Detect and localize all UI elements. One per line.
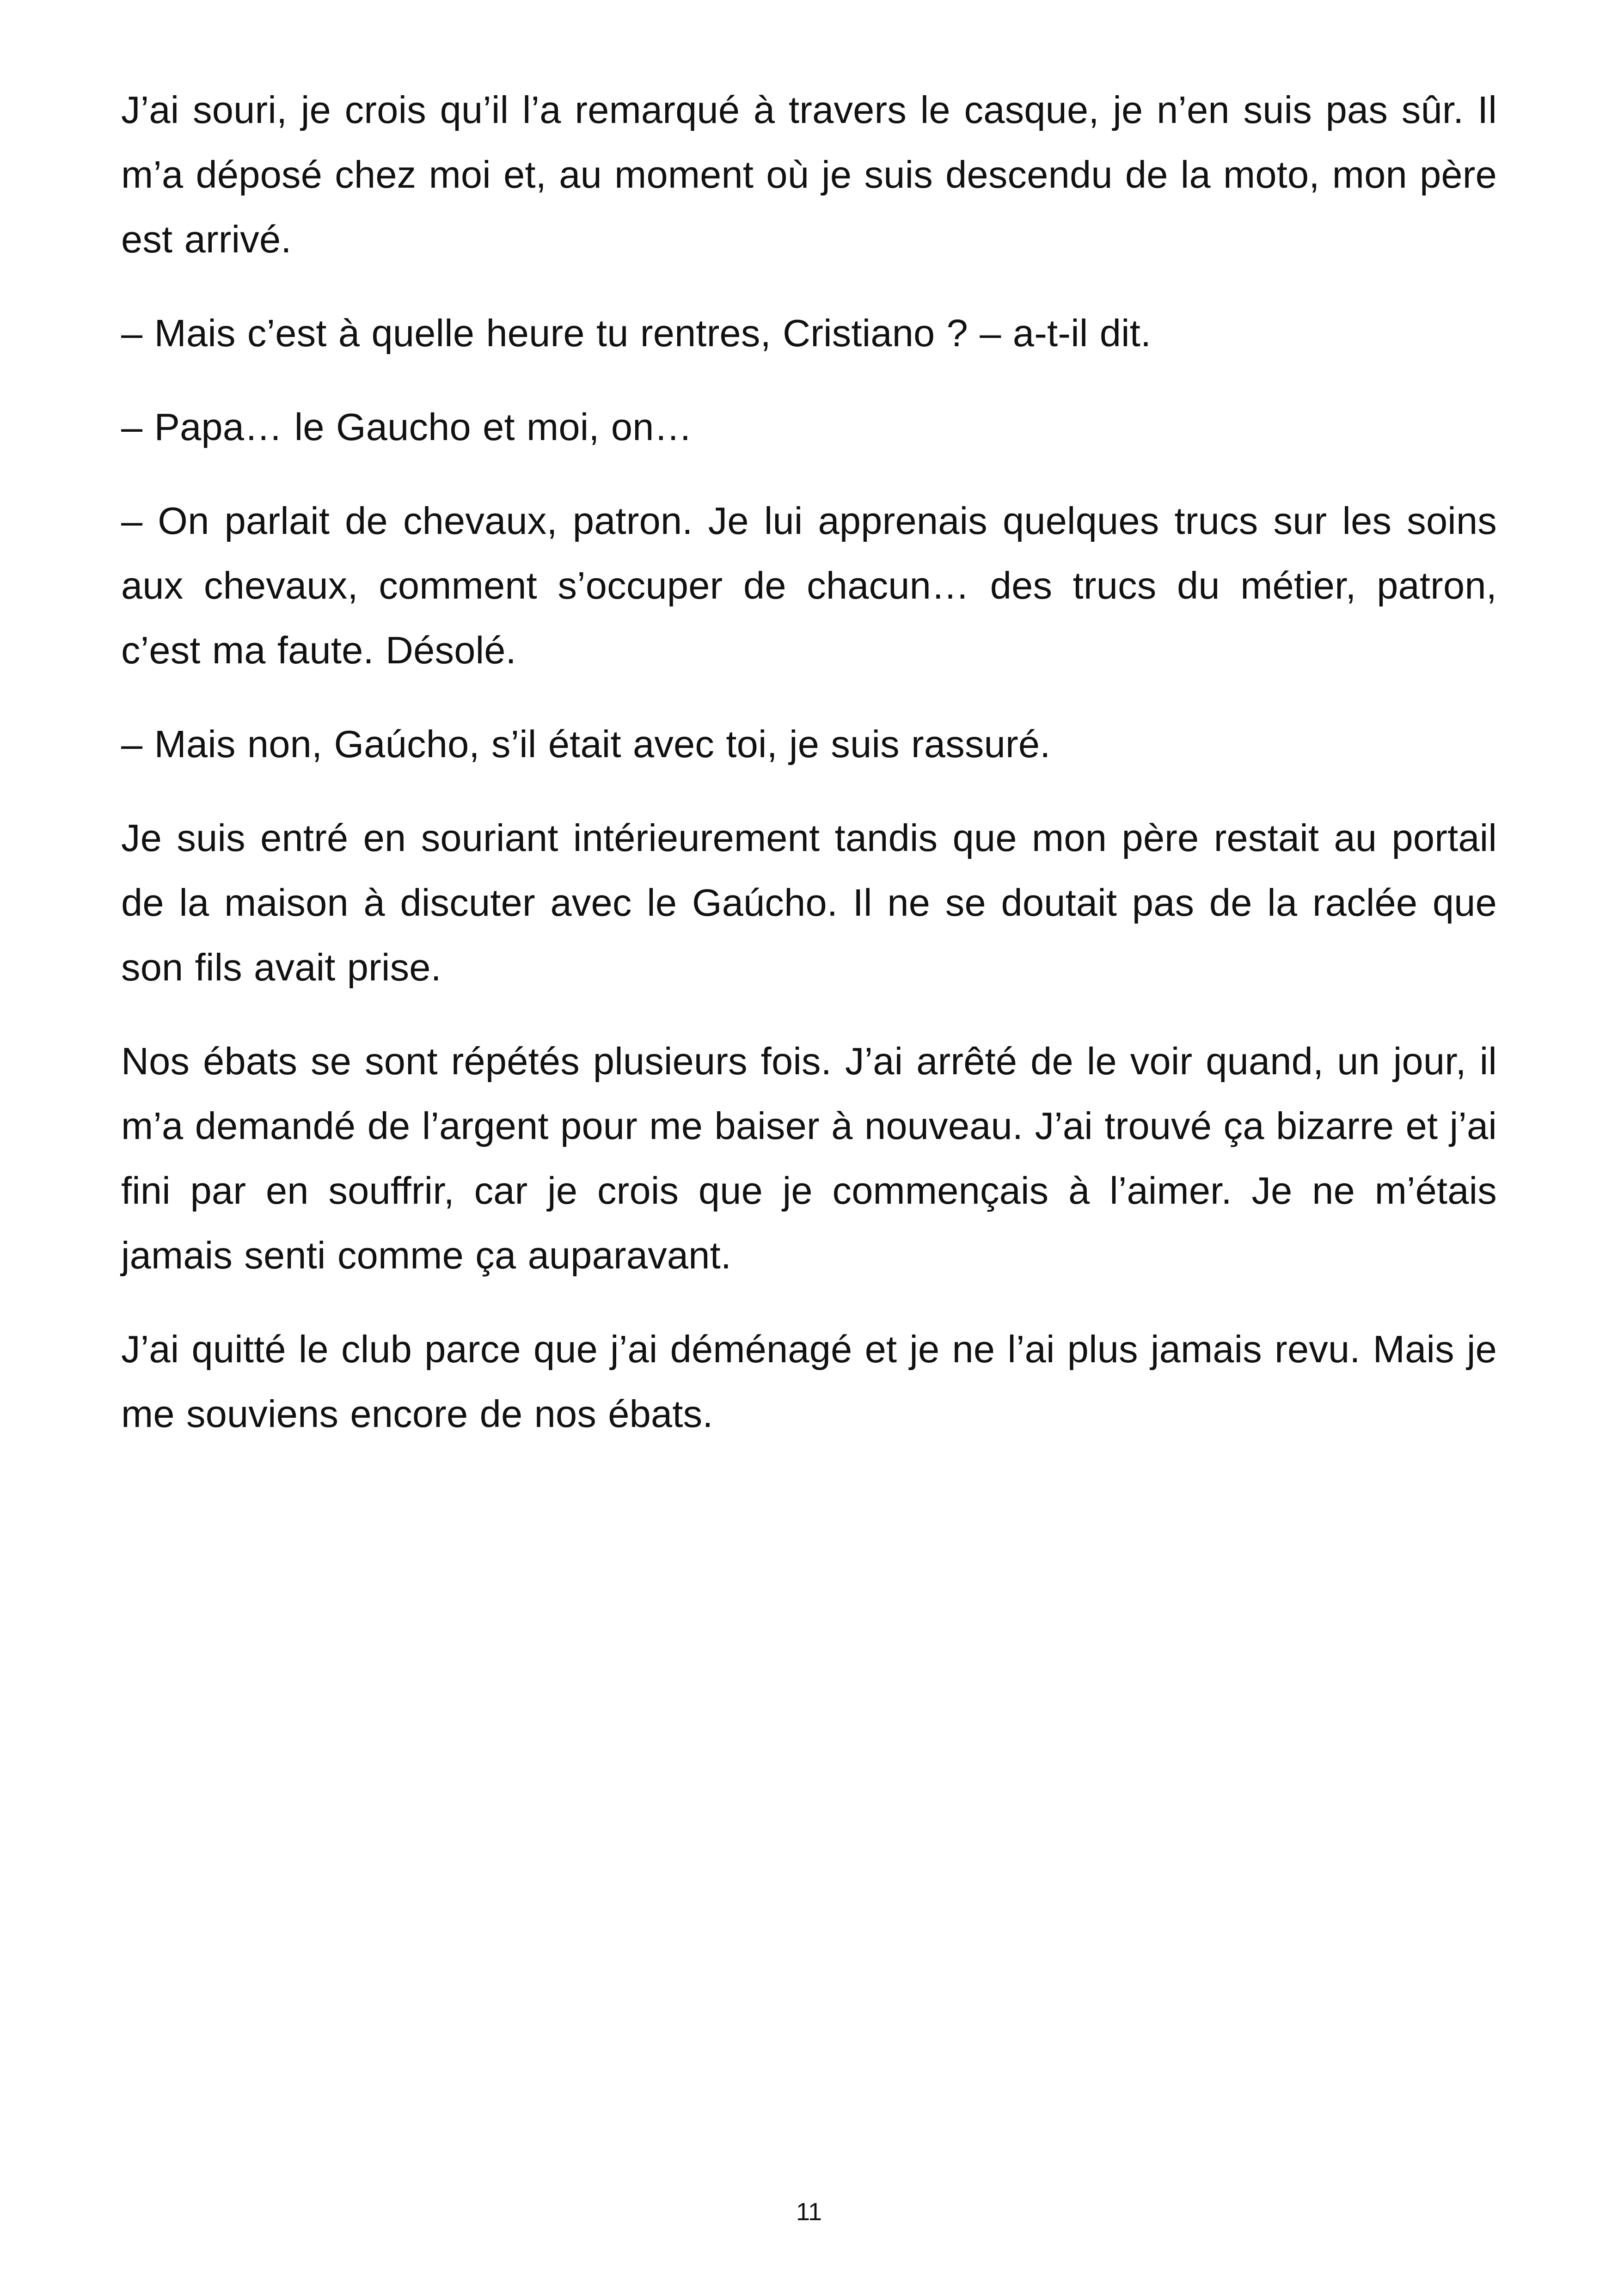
paragraph: J’ai souri, je crois qu’il l’a remarqué à travers le casque, je n’en suis pas sûr. Il m’a déposé chez moi et, au moment où je suis descendu de la moto, mon père est arrivé. (121, 88, 1497, 261)
body-text (121, 78, 1497, 1476)
dialogue-line: – On parlait de chevaux, patron. Je lui apprenais quelques trucs sur les soins aux chevaux, comment s’occuper de chacun… des trucs du métier, patron, c’est ma faute. Désolé. (121, 499, 1497, 672)
paragraph: Nos ébats se sont répétés plusieurs fois. J’ai arrêté de le voir quand, un jour, il m’a demandé de l’argent pour me baiser à nouveau. J’ai trouvé ça bizarre et j’ai fini par en souffrir, car je crois que je commençais à l’aimer. Je ne m’étais jamais senti comme ça auparavant. (121, 1040, 1497, 1277)
paragraph: Je suis entré en souriant intérieurement tandis que mon père restait au portail de la maison à discuter avec le Gaúcho. Il ne se doutait pas de la raclée que son fils avait prise. (121, 816, 1497, 989)
dialogue-line: – Mais c’est à quelle heure tu rentres, Cristiano ? – a-t-il dit. (121, 312, 1152, 355)
paragraph: J’ai quitté le club parce que j’ai déménagé et je ne l’ai plus jamais revu. Mais je me souviens encore de nos ébats. (121, 1328, 1497, 1435)
dialogue-line: – Papa… le Gaucho et moi, on… (121, 405, 693, 448)
dialogue-line: – Mais non, Gaúcho, s’il était avec toi, je suis rassuré. (121, 722, 1051, 765)
page-number: 11 (796, 2198, 822, 2226)
